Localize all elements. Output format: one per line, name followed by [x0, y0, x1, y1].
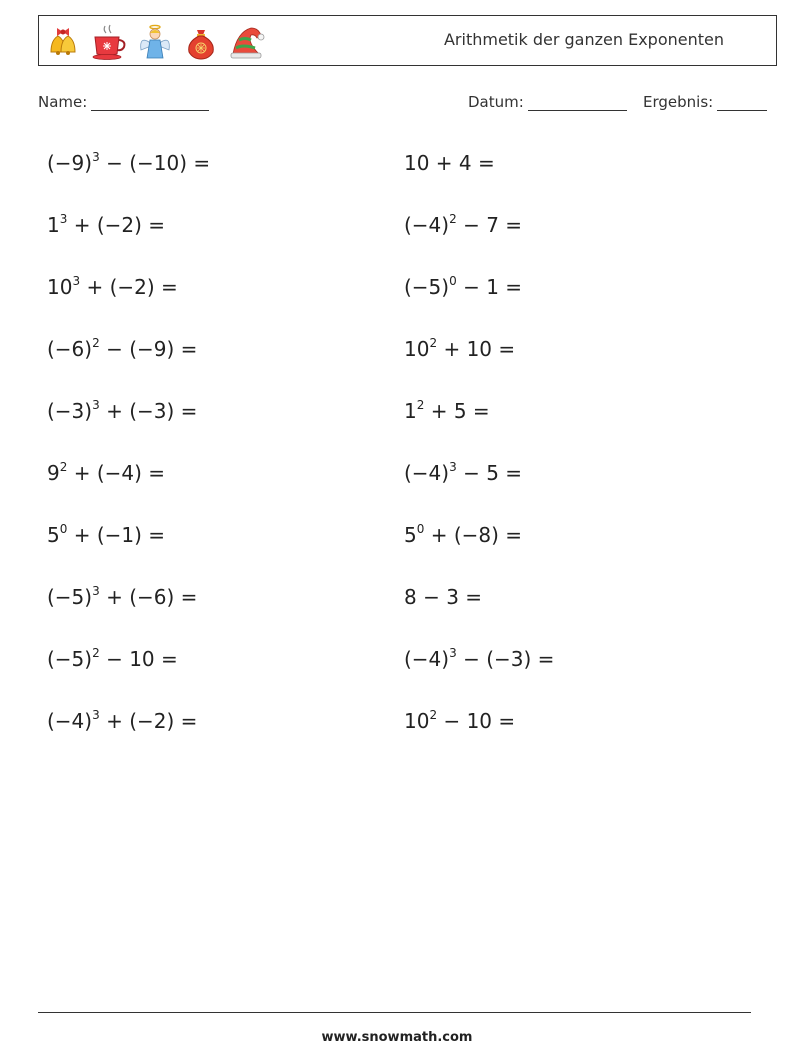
problems-right-column — [404, 145, 554, 765]
problem-exponent: 2 — [429, 708, 438, 722]
problem-base: (−4) — [404, 461, 450, 485]
problem-item — [404, 145, 554, 207]
gift-sack-icon — [181, 22, 221, 62]
problem-rest: − (−9) = — [99, 337, 198, 361]
problem-rest: + (−3) = — [99, 399, 198, 423]
name-label: Name: — [38, 93, 88, 111]
problem-rest: − (−3) = — [456, 647, 555, 671]
problem-rest: − 7 = — [456, 213, 523, 237]
problem-rest: + (−8) = — [424, 523, 523, 547]
problem-exponent: 3 — [59, 212, 68, 226]
problem-exponent: 3 — [72, 274, 81, 288]
problem-base: 5 — [404, 523, 417, 547]
problem-exponent: 3 — [449, 460, 457, 474]
problem-exponent: 2 — [429, 336, 438, 350]
problem-base: 1 — [47, 213, 60, 237]
worksheet-header — [38, 15, 777, 66]
problem-base: (−5) — [404, 275, 450, 299]
problem-item — [47, 269, 210, 331]
problem-item — [404, 517, 554, 579]
holiday-icons — [43, 22, 267, 62]
date-label: Datum: — [468, 93, 524, 111]
worksheet-title: Arithmetik der ganzen Exponenten — [443, 30, 724, 49]
problem-base: (−6) — [47, 337, 93, 361]
problem-base: (−4) — [47, 709, 93, 733]
problem-base: (−9) — [47, 151, 93, 175]
result-label: Ergebnis: — [643, 93, 714, 111]
problem-exponent: 2 — [92, 646, 100, 660]
problem-item — [404, 455, 554, 517]
problem-exponent: 0 — [416, 522, 425, 536]
name-field — [38, 93, 209, 111]
problem-exponent: 3 — [449, 646, 457, 660]
problem-item — [404, 207, 554, 269]
problem-item — [47, 517, 210, 579]
problem-base: (−5) — [47, 585, 93, 609]
problem-rest: − 5 = — [456, 461, 523, 485]
problem-base: (−4) — [404, 647, 450, 671]
problem-base: 10 — [47, 275, 73, 299]
problems-left-column — [47, 145, 210, 765]
problem-exponent: 3 — [92, 398, 100, 412]
problem-item — [47, 145, 210, 207]
problem-rest: + (−6) = — [99, 585, 198, 609]
bells-icon — [43, 22, 83, 62]
problem-item — [47, 455, 210, 517]
problem-rest: + 5 = — [424, 399, 490, 423]
problem-item — [404, 393, 554, 455]
problem-item — [404, 703, 554, 765]
problem-rest: + (−2) = — [99, 709, 198, 733]
problem-exponent: 2 — [59, 460, 68, 474]
angel-icon — [135, 22, 175, 62]
problem-base: 10 — [404, 709, 430, 733]
problem-item — [47, 207, 210, 269]
problem-base: (−4) — [404, 213, 450, 237]
problem-rest: + (−2) = — [80, 275, 178, 299]
date-blank[interactable] — [528, 96, 627, 111]
problem-base: 1 — [404, 399, 417, 423]
problem-rest: − 10 = — [99, 647, 178, 671]
problem-base: 8 − 3 = — [404, 585, 483, 609]
problem-base: (−3) — [47, 399, 93, 423]
footer-divider — [38, 1012, 751, 1013]
problem-rest: + (−2) = — [67, 213, 166, 237]
result-field — [643, 93, 767, 111]
problem-item — [47, 331, 210, 393]
problem-exponent: 0 — [59, 522, 68, 536]
problem-item — [404, 331, 554, 393]
problem-rest: − 1 = — [456, 275, 523, 299]
problem-exponent: 2 — [416, 398, 425, 412]
santa-hat-icon — [227, 22, 267, 62]
problem-base: 10 + 4 = — [404, 151, 495, 175]
problem-rest: − (−10) = — [99, 151, 211, 175]
tea-cup-icon — [89, 22, 129, 62]
problem-rest: + 10 = — [437, 337, 516, 361]
problem-rest: − 10 = — [437, 709, 516, 733]
problem-rest: + (−1) = — [67, 523, 166, 547]
problem-exponent: 3 — [92, 708, 100, 722]
problem-item — [47, 641, 210, 703]
problem-exponent: 0 — [449, 274, 457, 288]
problem-item — [47, 703, 210, 765]
problem-base: (−5) — [47, 647, 93, 671]
problem-item — [404, 579, 554, 641]
problem-item — [47, 579, 210, 641]
problem-rest: + (−4) = — [67, 461, 166, 485]
problem-exponent: 3 — [92, 150, 100, 164]
problem-item — [47, 393, 210, 455]
problem-item — [404, 641, 554, 703]
problem-base: 9 — [47, 461, 60, 485]
problem-base: 5 — [47, 523, 60, 547]
problem-item — [404, 269, 554, 331]
problem-exponent: 2 — [449, 212, 457, 226]
problem-exponent: 3 — [92, 584, 100, 598]
problem-base: 10 — [404, 337, 430, 361]
result-blank[interactable] — [717, 96, 767, 111]
date-field — [468, 93, 627, 111]
name-blank[interactable] — [91, 96, 209, 111]
problem-exponent: 2 — [92, 336, 100, 350]
footer-website: www.snowmath.com — [321, 1030, 473, 1045]
